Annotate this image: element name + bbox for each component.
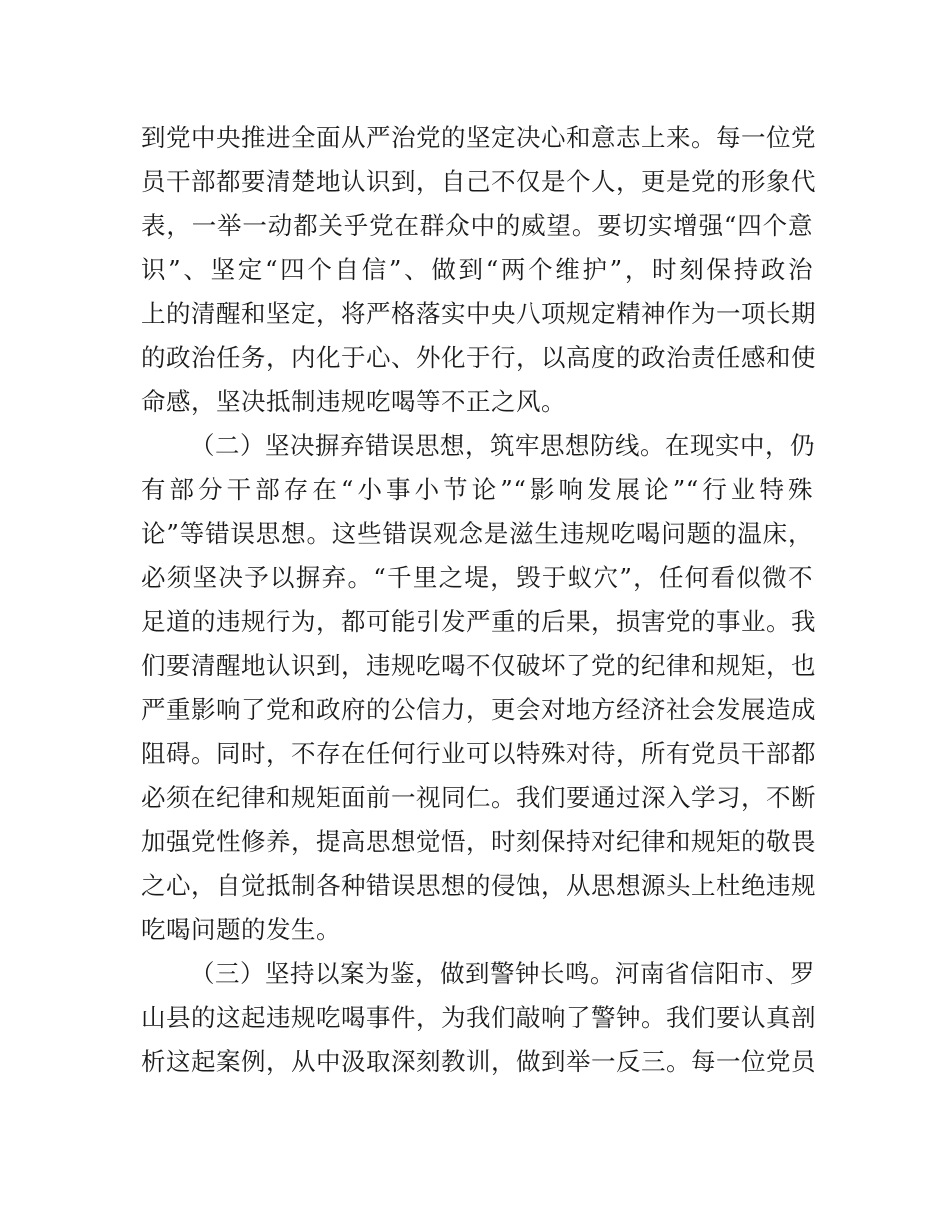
text-line: 到党中央推进全面从严治党的坚定决心和意志上来。每一位党	[141, 123, 816, 152]
text-line: 表，一举一动都关乎党在群众中的威望。要切实增强“四个意	[141, 211, 813, 240]
text-line: 必须在纪律和规矩面前一视同仁。我们要通过深入学习，不断	[141, 783, 816, 812]
text-line: 命感，坚决抵制违规吃喝等不正之风。	[141, 387, 566, 416]
text-line: 析这起案例，从中汲取深刻教训，做到举一反三。每一位党员	[141, 1047, 816, 1076]
text-line: 论”等错误思想。这些错误观念是滋生违规吃喝问题的温床，	[141, 519, 813, 548]
body-text	[141, 116, 816, 1084]
text-line: 的政治任务，内化于心、外化于行，以高度的政治责任感和使	[141, 343, 816, 372]
text-line: 阻碍。同时，不存在任何行业可以特殊对待，所有党员干部都	[141, 739, 816, 768]
text-line: （三）坚持以案为鉴，做到警钟长鸣。河南省信阳市、罗	[190, 959, 815, 988]
text-line: 加强党性修养，提高思想觉悟，时刻保持对纪律和规矩的敬畏	[141, 827, 816, 856]
text-line: 吃喝问题的发生。	[141, 915, 341, 944]
text-line: 之心，自觉抵制各种错误思想的侵蚀，从思想源头上杜绝违规	[141, 871, 816, 900]
text-line: 员干部都要清楚地认识到，自己不仅是个人，更是党的形象代	[141, 167, 816, 196]
text-line: 有部分干部存在“小事小节论”“影响发展论”“行业特殊	[141, 475, 813, 504]
text-line: （二）坚决摒弃错误思想，筑牢思想防线。在现实中，仍	[190, 431, 815, 460]
text-line: 们要清醒地认识到，违规吃喝不仅破坏了党的纪律和规矩，也	[141, 651, 816, 680]
text-line: 严重影响了党和政府的公信力，更会对地方经济社会发展造成	[141, 695, 816, 724]
paragraph-1	[141, 116, 816, 424]
paragraph-3	[141, 952, 816, 1084]
text-line: 山县的这起违规吃喝事件，为我们敲响了警钟。我们要认真剖	[141, 1003, 816, 1032]
text-line: 必须坚决予以摒弃。“千里之堤，毁于蚁穴”，任何看似微不	[141, 563, 813, 592]
paragraph-2	[141, 424, 816, 952]
text-line: 上的清醒和坚定，将严格落实中央八项规定精神作为一项长期	[141, 299, 816, 328]
text-line: 足道的违规行为，都可能引发严重的后果，损害党的事业。我	[141, 607, 816, 636]
text-line: 识”、坚定“四个自信”、做到“两个维护”，时刻保持政治	[141, 255, 813, 284]
